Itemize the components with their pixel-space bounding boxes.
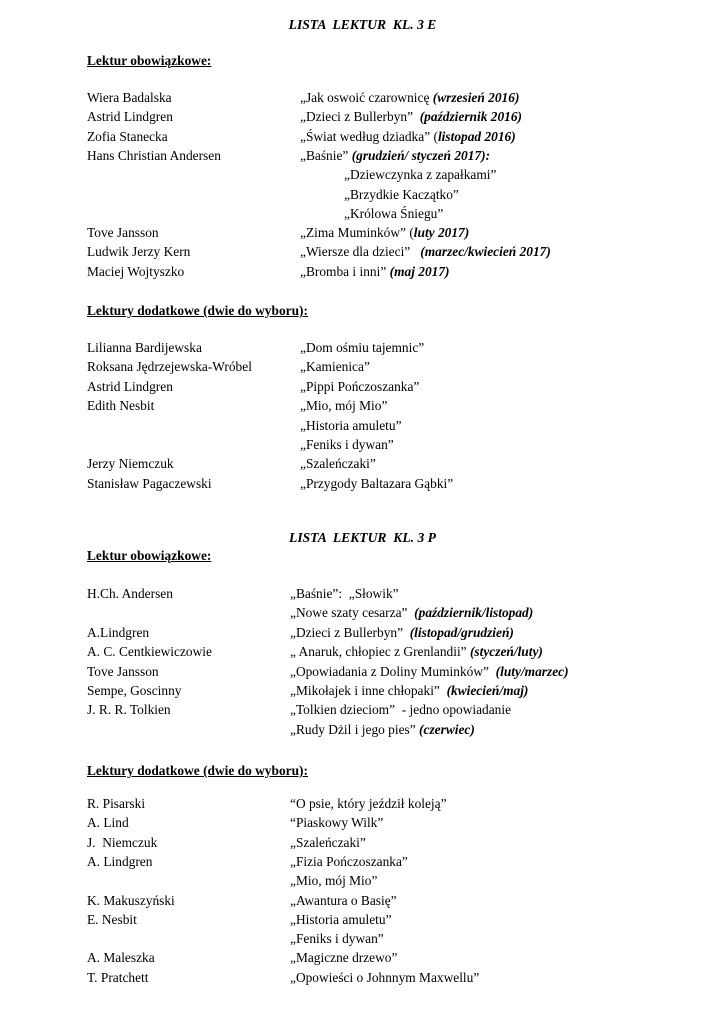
list-item <box>0 700 725 719</box>
book-author: Lilianna Bardijewska <box>87 340 202 355</box>
book-author: A. Maleszka <box>87 950 155 966</box>
list-item <box>0 794 725 813</box>
book-title: „Opowiadania z Doliny Muminków” <box>290 663 496 679</box>
book-entry <box>290 968 479 987</box>
list-item <box>0 720 725 739</box>
reading-period: (czerwiec) <box>419 721 475 737</box>
book-entry <box>300 127 516 146</box>
book-author: Ludwik Jerzy Kern <box>87 244 191 260</box>
book-author: Roksana Jędrzejewska-Wróbel <box>87 359 252 375</box>
list-item <box>0 603 725 622</box>
book-entry <box>300 416 402 435</box>
book-author: Sempe, Goscinny <box>87 683 182 698</box>
book-title: „Bromba i inni” <box>300 263 390 279</box>
book-title: „Mio, mój Mio” <box>290 873 378 889</box>
book-entry <box>300 107 522 126</box>
list-item <box>0 910 725 929</box>
book-entry <box>290 813 383 832</box>
list-item <box>0 474 725 493</box>
book-author: A. C. Centkiewiczowie <box>87 644 212 660</box>
list-item <box>0 681 725 700</box>
book-author: K. Makuszyński <box>87 892 175 908</box>
book-title: „Historia amuletu” <box>290 911 392 927</box>
list-item <box>0 948 725 967</box>
list-item <box>0 377 725 396</box>
list-item <box>0 338 725 357</box>
book-entry <box>300 242 551 261</box>
list-item <box>0 833 725 852</box>
list-item <box>0 968 725 987</box>
book-title: „Jak oswoić czarownicę <box>300 90 430 105</box>
list-item <box>0 165 725 184</box>
book-title: „Dzieci z Bullerbyn” <box>300 109 420 125</box>
book-entry <box>300 435 394 454</box>
list-item <box>0 584 725 603</box>
book-title: „Przygody Baltazara Gąbki” <box>300 475 454 491</box>
book-author: A. Lind <box>87 815 129 831</box>
book-entry <box>300 377 419 396</box>
book-entry <box>290 929 384 948</box>
book-entry <box>290 833 366 852</box>
reading-period: (maj 2017) <box>389 263 450 279</box>
book-title: „Feniks i dywan” <box>290 931 384 947</box>
book-entry <box>290 623 514 642</box>
book-title: „Nowe szaty cesarza” <box>290 605 415 621</box>
reading-period: (styczeń/luty) <box>469 644 543 660</box>
reading-period: listopad 2016) <box>437 128 516 144</box>
book-author: E. Nesbit <box>87 911 137 927</box>
book-entry <box>290 871 377 890</box>
list-item <box>0 891 725 910</box>
list-item <box>0 107 725 126</box>
book-author: J. Niemczuk <box>87 834 158 850</box>
reading-period: luty 2017) <box>413 225 470 241</box>
book-entry <box>290 891 397 910</box>
book-entry <box>290 852 408 871</box>
section-3p-mandatory-heading: Lektur obowiązkowe: <box>87 548 212 563</box>
book-author: H.Ch. Andersen <box>87 586 173 601</box>
book-entry <box>290 700 511 719</box>
reading-period: (marzec/kwiecień 2017) <box>420 244 551 260</box>
list-item <box>0 204 725 223</box>
book-title: „Kamienica” <box>300 359 370 375</box>
book-entry <box>300 396 387 415</box>
reading-period: (kwiecień/maj) <box>446 683 529 698</box>
book-entry <box>344 185 459 204</box>
book-title: „Królowa Śniegu” <box>344 205 444 221</box>
book-title: „Baśnie” <box>300 147 352 163</box>
book-entry <box>290 603 533 622</box>
book-author: A.Lindgren <box>87 624 150 640</box>
section-3e-title: LISTA LEKTUR KL. 3 E <box>288 17 437 32</box>
book-title: „Historia amuletu” <box>300 417 402 433</box>
book-author: Astrid Lindgren <box>87 378 173 394</box>
list-item <box>0 623 725 642</box>
list-item <box>0 416 725 435</box>
list-item <box>0 929 725 948</box>
list-item <box>0 262 725 281</box>
book-author: Tove Jansson <box>87 225 159 241</box>
book-author: Stanisław Pagaczewski <box>87 475 212 491</box>
book-title: „Tolkien dzieciom” - jedno opowiadanie <box>290 702 512 718</box>
book-entry <box>290 642 543 661</box>
book-title: „ Anaruk, chłopiec z Grenlandii” <box>290 644 470 660</box>
reading-period: (październik 2016) <box>419 109 523 125</box>
list-item <box>0 357 725 376</box>
book-entry <box>290 948 397 967</box>
book-title: „Feniks i dywan” <box>300 437 394 452</box>
book-entry <box>290 794 447 813</box>
book-author: A. Lindgren <box>87 853 153 869</box>
book-author: Maciej Wojtyszko <box>87 263 185 279</box>
book-title: „Baśnie”: „Słowik” <box>290 586 399 601</box>
book-entry <box>300 223 469 242</box>
book-title: „Fizia Pończoszanka” <box>290 853 408 869</box>
book-entry <box>290 662 569 681</box>
book-entry <box>344 165 496 184</box>
book-author: Edith Nesbit <box>87 398 155 414</box>
book-entry <box>300 474 453 493</box>
book-entry <box>300 146 490 165</box>
list-item <box>0 871 725 890</box>
book-title: “Piaskowy Wilk” <box>290 815 384 831</box>
book-author: Hans Christian Andersen <box>87 147 221 163</box>
section-3e-mandatory-heading: Lektur obowiązkowe: <box>87 53 212 68</box>
book-author: J. R. R. Tolkien <box>87 702 171 718</box>
book-title: „Pippi Pończoszanka” <box>300 378 420 394</box>
book-title: „Awantura o Basię” <box>290 892 397 908</box>
book-author: Tove Jansson <box>87 663 159 679</box>
book-title: „Dziewczynka z zapałkami” <box>344 167 497 183</box>
book-title: „Mikołajek i inne chłopaki” <box>290 683 447 698</box>
book-author: R. Pisarski <box>87 796 146 811</box>
book-title: „Opowieści o Johnnym Maxwellu” <box>290 969 480 985</box>
reading-period: (luty/marzec) <box>495 663 569 679</box>
book-entry <box>300 262 450 281</box>
book-title: „Wiersze dla dzieci” <box>300 244 421 260</box>
list-item <box>0 662 725 681</box>
reading-period: (wrzesień 2016) <box>429 90 520 105</box>
list-item <box>0 88 725 107</box>
book-title: „Mio, mój Mio” <box>300 398 388 414</box>
list-item <box>0 642 725 661</box>
list-item <box>0 146 725 165</box>
reading-period: (listopad/grudzień) <box>409 624 514 640</box>
book-entry <box>290 681 528 700</box>
book-author: T. Pratchett <box>87 969 149 985</box>
list-item <box>0 185 725 204</box>
list-item <box>0 223 725 242</box>
book-entry <box>344 204 443 223</box>
book-title: „Rudy Dżil i jego pies” <box>290 721 420 737</box>
book-entry <box>300 338 424 357</box>
book-title: „Brzydkie Kaczątko” <box>344 186 459 202</box>
book-author: Zofia Stanecka <box>87 128 168 144</box>
book-title: „Szaleńczaki” <box>300 456 376 472</box>
list-item <box>0 813 725 832</box>
book-entry <box>290 584 399 603</box>
book-entry <box>300 454 376 473</box>
reading-period: (grudzień/ styczeń 2017): <box>351 147 491 163</box>
list-item <box>0 127 725 146</box>
book-title: „Zima Muminków” ( <box>300 225 414 241</box>
book-entry <box>290 910 392 929</box>
book-author: Astrid Lindgren <box>87 109 173 125</box>
section-3e-additional-heading: Lektury dodatkowe (dwie do wyboru): <box>87 303 308 318</box>
list-item <box>0 852 725 871</box>
book-title: „Dzieci z Bullerbyn” <box>290 624 410 640</box>
list-item <box>0 435 725 454</box>
book-author: Wiera Badalska <box>87 90 172 105</box>
section-3p-title: LISTA LEKTUR KL. 3 P <box>289 530 436 545</box>
book-title: “O psie, który jeździł koleją” <box>290 796 447 811</box>
book-entry <box>300 88 519 107</box>
book-title: „Magiczne drzewo” <box>290 950 398 966</box>
section-3p-additional-heading: Lektury dodatkowe (dwie do wyboru): <box>87 763 308 778</box>
list-item <box>0 396 725 415</box>
book-entry <box>300 357 370 376</box>
book-entry <box>290 720 475 739</box>
list-item <box>0 454 725 473</box>
book-title: „Szaleńczaki” <box>290 834 366 850</box>
reading-period: (październik/listopad) <box>414 605 534 621</box>
book-author: Jerzy Niemczuk <box>87 456 174 472</box>
book-title: „Dom ośmiu tajemnic” <box>300 340 425 355</box>
book-title: „Świat według dziadka” ( <box>300 128 438 144</box>
list-item <box>0 242 725 261</box>
